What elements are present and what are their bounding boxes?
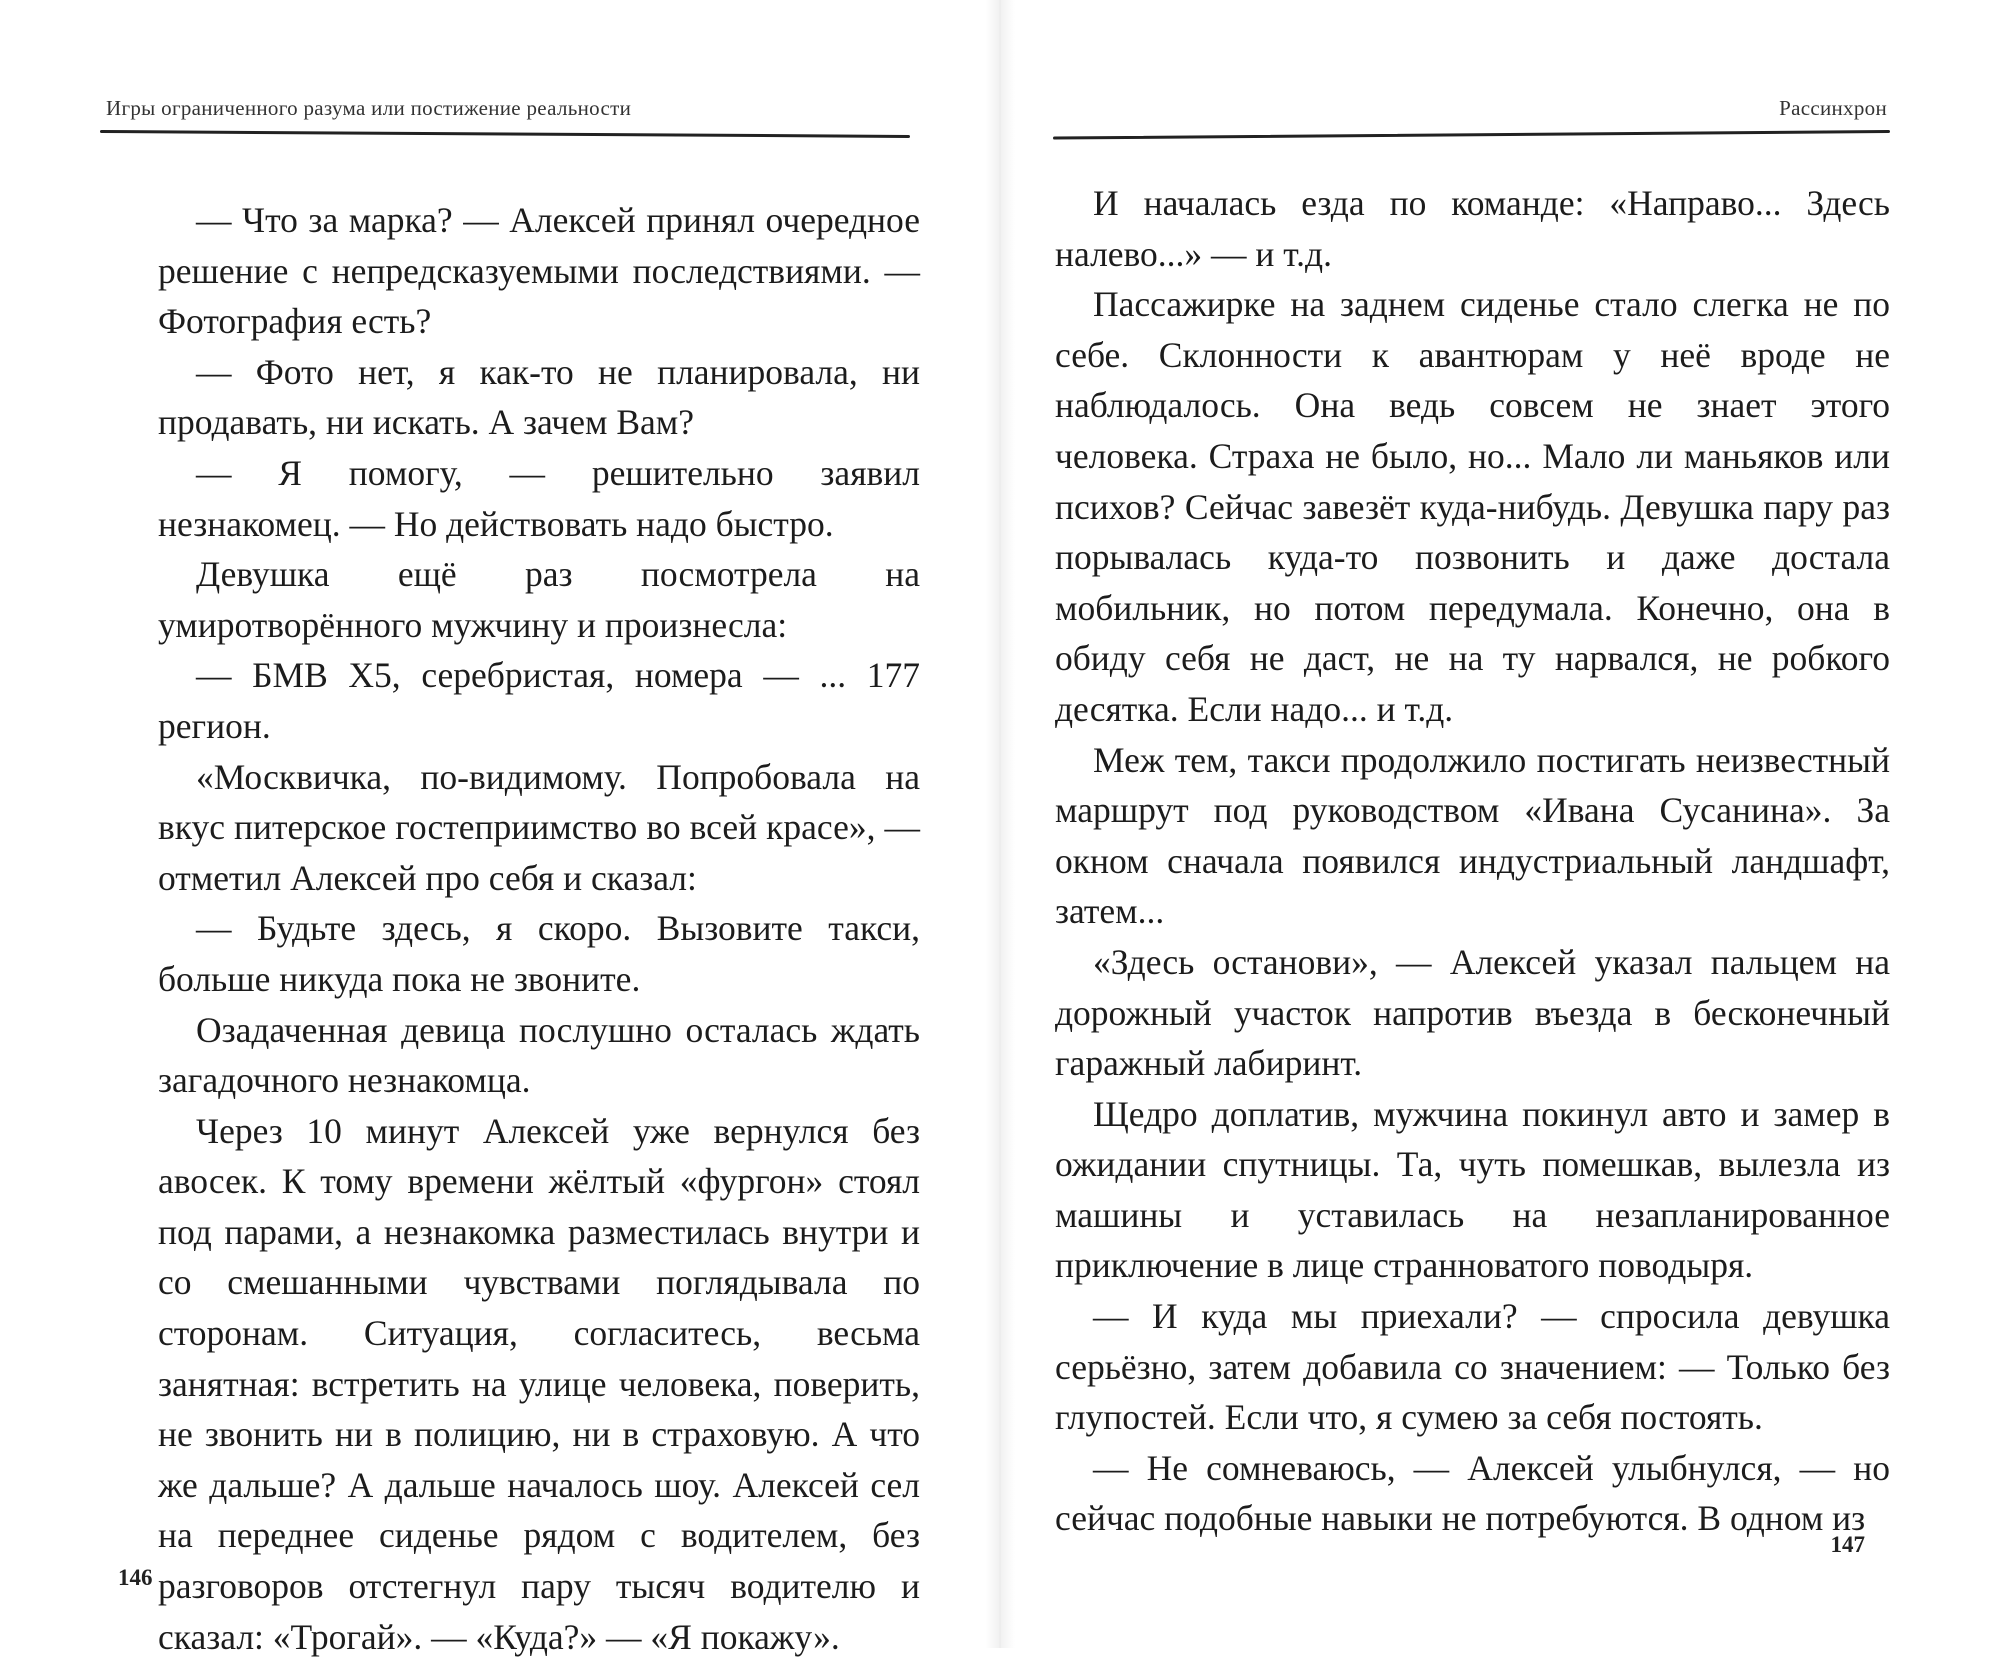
- left-header-rule: [100, 130, 910, 138]
- book-gutter: [985, 0, 1015, 1648]
- left-paragraph-9: Через 10 минут Алексей уже вернулся без авосек. К тому времени жёлтый «фургон» стоял под парами, а незнакомка разместилась внутри и со смешанными чувствами поглядывала по сторонам. Ситуация, согласитесь, весьма занятная: встретить на улице человека, поверить, не звонить ни в полицию, ни в страховую. А что же дальше? А дальше началось шоу. Алексей сел на переднее сиденье рядом с водителем, без разговоров отстегнул пару тысяч водителю и сказал: «Трогай». — «Куда?» — «Я покажу».: [158, 1110, 920, 1657]
- left-paragraph-2: — Фото нет, я как-то не планировала, ни продавать, ни искать. А зачем Вам?: [158, 351, 920, 443]
- left-paragraph-1: — Что за марка? — Алексей принял очередное решение с непредсказуемыми последствиями. — Фотография есть?: [158, 200, 920, 342]
- left-paragraph-8: Озадаченная девица послушно осталась ждать загадочного незнакомца.: [158, 1009, 920, 1101]
- right-header-rule: [1053, 130, 1890, 140]
- right-paragraph-1: И началась езда по команде: «Направо... Здесь налево...» — и т.д.: [1055, 183, 1890, 274]
- right-running-head: Рассинхрон: [1779, 96, 1887, 120]
- left-paragraph-6: «Москвичка, по-видимому. Попробовала на вкус питерское гостеприимство во всей красе», — отметил Алексей про себя и сказал:: [158, 756, 920, 898]
- right-paragraph-7: — Не сомневаюсь, — Алексей улыбнулся, — но сейчас подобные навыки не потребуются. В одном из: [1055, 1447, 1890, 1539]
- right-paragraph-3: Меж тем, такси продолжило постигать неизвестный маршрут под руководством «Ивана Сусанина». За окном сначала появился индустриальный ландшафт, затем...: [1055, 739, 1890, 932]
- right-text-block: [1055, 178, 1890, 1544]
- left-paragraph-5: — БМВ Х5, серебристая, номера — ... 177 регион.: [158, 655, 920, 746]
- right-paragraph-2: Пассажирке на заднем сиденье стало слегка не по себе. Склонности к авантюрам у неё вроде не наблюдалось. Она ведь совсем не знает этого человека. Страха не было, но... Мало ли маньяков или психов? Сейчас завезёт куда-нибудь. Девушка пару раз порывалась куда-то позвонить и даже достала мобильник, но потом передумала. Конечно, она в обиду себя не даст, не на ту нарвался, не робкого десятка. Если надо... и т.д.: [1055, 284, 1890, 729]
- left-running-head: Игры ограниченного разума или постижение реальности: [106, 96, 632, 120]
- right-paragraph-6: — И куда мы приехали? — спросила девушка серьёзно, затем добавила со значением: — Только без глупостей. Если что, я сумею за себя постоять.: [1055, 1296, 1890, 1438]
- left-paragraph-4: Девушка ещё раз посмотрела на умиротворённого мужчину и произнесла:: [158, 554, 920, 645]
- left-text-block: [158, 195, 920, 1662]
- left-page-number: 146: [118, 1565, 153, 1590]
- left-paragraph-7: — Будьте здесь, я скоро. Вызовите такси, больше никуда пока не звоните.: [158, 908, 920, 999]
- left-page: [0, 0, 985, 1657]
- left-paragraph-3: — Я помогу, — решительно заявил незнакомец. — Но действовать надо быстро.: [158, 452, 920, 544]
- right-paragraph-5: Щедро доплатив, мужчина покинул авто и замер в ожидании спутницы. Та, чуть помешкав, вылезла из машины и уставилась на незапланированное приключение в лице странноватого поводыря.: [1055, 1093, 1890, 1286]
- right-paragraph-4: «Здесь останови», — Алексей указал пальцем на дорожный участок напротив въезда в бесконечный гаражный лабиринт.: [1055, 941, 1890, 1084]
- right-page-number: 147: [1830, 1532, 1865, 1557]
- right-page: [1015, 0, 2000, 1648]
